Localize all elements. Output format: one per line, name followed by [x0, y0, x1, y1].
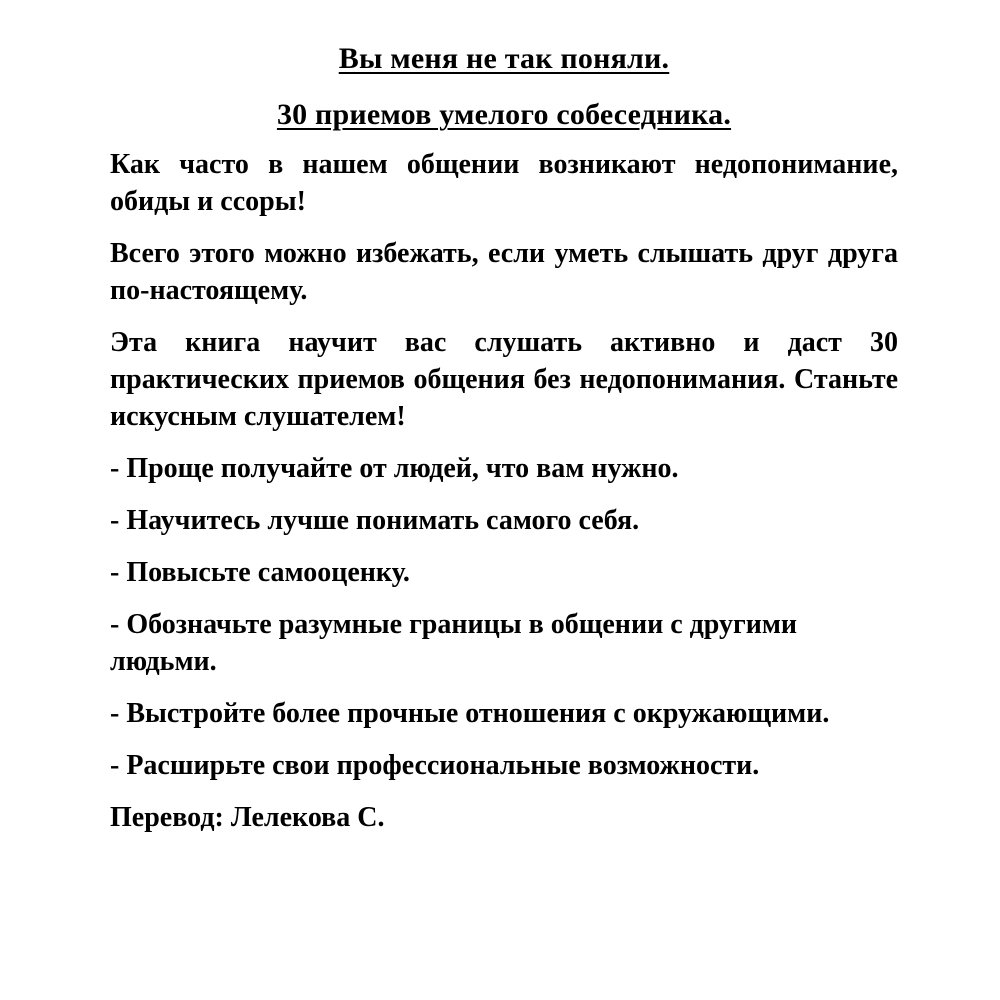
intro-paragraph-2: Всего этого можно избежать, если уметь слышать друг друга по-настоящему. — [110, 238, 898, 306]
benefit-item-6: - Расширьте свои профессиональные возможности. — [110, 750, 760, 781]
benefit-item-1: - Проще получайте от людей, что вам нужно. — [110, 453, 679, 484]
intro-paragraph-3: Эта книга научит вас слушать активно и даст 30 практических приемов общения без недопонимания. Станьте искусным слушателем! — [110, 327, 898, 432]
benefit-item-3: - Повысьте самооценку. — [110, 557, 410, 588]
benefit-item-2: - Научитесь лучше понимать самого себя. — [110, 505, 640, 536]
book-title: Вы меня не так поняли. — [338, 42, 670, 75]
book-subtitle: 30 приемов умелого собеседника. — [276, 98, 732, 131]
translator-credit: Перевод: Лелекова С. — [110, 802, 385, 833]
intro-paragraph-1: Как часто в нашем общении возникают недопонимание, обиды и ссоры! — [110, 149, 898, 217]
document-page — [110, 38, 898, 851]
benefit-item-5: - Выстройте более прочные отношения с окружающими. — [110, 698, 830, 729]
benefit-item-4: - Обозначьте разумные границы в общении с другими людьми. — [110, 609, 798, 677]
